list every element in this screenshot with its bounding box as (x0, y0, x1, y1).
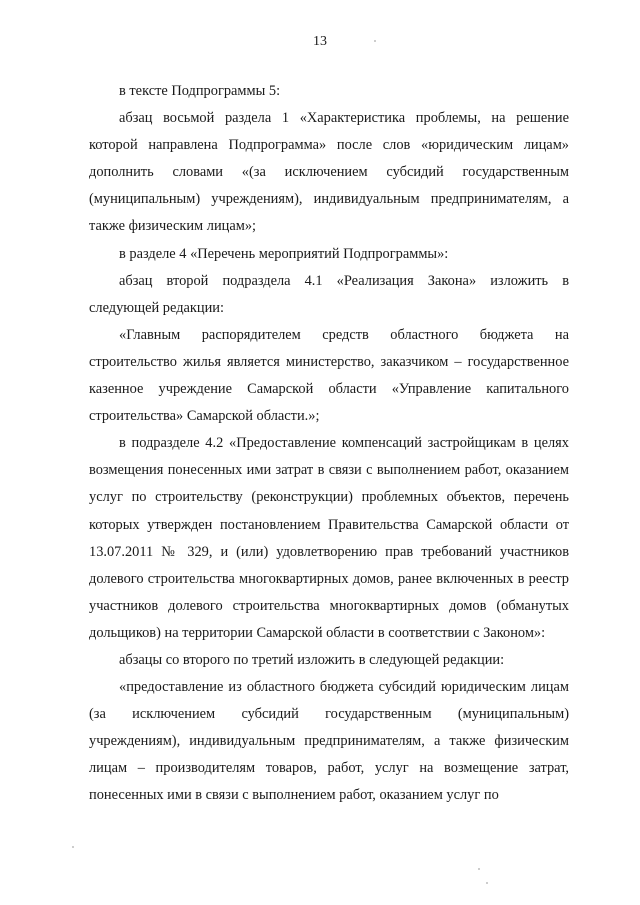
scan-speck (374, 40, 376, 42)
paragraph-subsection-4-2-new-text: «предоставление из областного бюджета субсидий юридическим лицам (за исключением субсидий государственным (муниципальным) учреждениям), индивидуальным предпринимателям, а также физическим лицам – производителям товаров, работ, услуг на возмещение затрат, понесенных ими в связи с выполнением работ, оказанием услуг по (89, 679, 569, 804)
paragraph-subsection-4-2-amendment: абзацы со второго по третий изложить в следующей редакции: (119, 651, 505, 668)
paragraph-section-4-intro: в разделе 4 «Перечень мероприятий Подпрограммы»: (119, 245, 449, 262)
paragraph-section-1-amendment: абзац восьмой раздела 1 «Характеристика проблемы, на решение которой направлена Подпрограмма» после слов «юридическим лицам» дополнить словами «(за исключением субсидий государственным (муниципальным) учреждениям), индивидуальным предпринимателям, а также физическим лицам»; (89, 110, 569, 235)
page-number: 13 (313, 34, 327, 49)
document-body (89, 78, 569, 810)
paragraph-subsection-4-2-intro: в подразделе 4.2 «Предоставление компенсаций застройщикам в целях возмещения понесенных ими затрат в связи с выполнением работ, оказанием услуг по строительству (реконструкции) проблемных объектов, перечень которых утвержден постановлением Правительства Самарской области от 13.07.2011 № 329, и (или) удовлетворению прав требований участников долевого строительства многоквартирных домов, ранее включенных в реестр участников долевого строительства многоквартирных домов (обманутых дольщиков) на территории Самарской области в соответствии с Законом»: (89, 435, 569, 641)
paragraph-subsection-4-1-new-text: «Главным распорядителем средств областного бюджета на строительство жилья является министерство, заказчиком – государственное казенное учреждение Самарской области «Управление капитального строительства» Самарской области.»; (89, 326, 569, 425)
paragraph-subprogram-5-intro: в тексте Подпрограммы 5: (119, 83, 281, 99)
scan-speck (486, 882, 488, 884)
paragraph-subsection-4-1-amendment: абзац второй подраздела 4.1 «Реализация Закона» изложить в следующей редакции: (89, 272, 569, 316)
scan-speck (72, 846, 74, 848)
scan-speck (478, 868, 480, 870)
